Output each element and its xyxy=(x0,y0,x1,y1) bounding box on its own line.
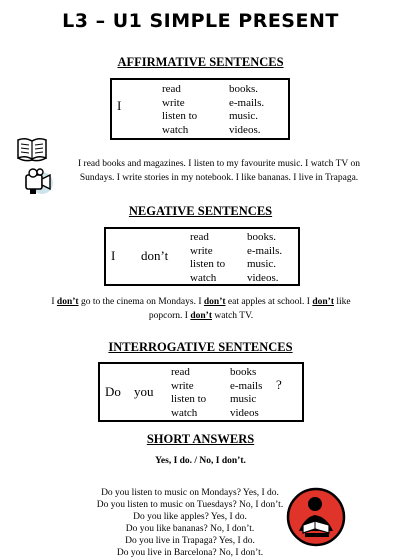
affirmative-objects xyxy=(229,83,264,137)
book-icon xyxy=(16,136,48,164)
object-item: e-mails. xyxy=(229,96,265,109)
list-item: Do you live in Barcelona? No, I don’t. xyxy=(116,548,264,558)
verb-item: write xyxy=(162,96,185,109)
object-item: e-mails. xyxy=(247,244,283,257)
dont-emphasis: don’t xyxy=(312,297,334,307)
object-item: books xyxy=(230,366,257,378)
affirmative-verbs xyxy=(162,83,197,137)
interrogative-verbs xyxy=(171,366,206,420)
affirmative-heading: AFFIRMATIVE SENTENCES xyxy=(117,55,284,69)
affirmative-subject: I xyxy=(117,98,122,113)
negative-verbs xyxy=(190,231,225,285)
page-title: L3 – U1 SIMPLE PRESENT xyxy=(62,10,339,32)
object-item: videos. xyxy=(247,271,279,284)
object-item: e-mails xyxy=(230,379,263,392)
text-run: I xyxy=(51,297,57,307)
negative-examples xyxy=(36,295,366,323)
list-item: Do you listen to music on Mondays? Yes, I do. xyxy=(101,488,279,498)
dont-emphasis: don’t xyxy=(56,297,79,307)
negative-aux: don’t xyxy=(141,248,169,263)
object-item: music. xyxy=(229,110,259,122)
object-item: music. xyxy=(247,258,277,270)
negative-objects xyxy=(247,231,282,285)
text-run: watch TV. xyxy=(212,311,254,321)
interrogative-objects xyxy=(230,366,262,420)
affirmative-examples: I read books and magazines. I listen to my favourite music. I watch TV on Sundays. I write stories in my notebook. I like bananas. I live in Trapaga. xyxy=(78,159,360,183)
negative-table xyxy=(104,227,300,286)
interrogative-aux: Do xyxy=(105,384,121,399)
list-item: Do you like bananas? No, I don’t. xyxy=(125,524,255,534)
video-camera-icon xyxy=(22,165,54,197)
list-item: Do you live in Trapaga? Yes, I do. xyxy=(125,536,255,546)
verb-item: watch xyxy=(190,271,217,284)
verb-item: write xyxy=(190,244,213,257)
object-item: videos xyxy=(230,406,259,419)
verb-item: listen to xyxy=(162,110,198,122)
list-item: Do you listen to music on Tuesdays? No, I don’t. xyxy=(96,500,284,510)
object-item: books. xyxy=(247,231,277,243)
dont-emphasis: don’t xyxy=(190,311,212,321)
verb-item: watch xyxy=(162,123,189,136)
verb-item: write xyxy=(171,379,194,392)
verb-item: listen to xyxy=(190,258,226,270)
interrogative-table xyxy=(98,362,304,422)
question-mark: ? xyxy=(276,377,282,392)
negative-heading: NEGATIVE SENTENCES xyxy=(128,204,273,218)
object-item: music xyxy=(230,393,257,405)
text-run: go to the cinema on Mondays. I xyxy=(78,297,204,307)
interrogative-subject: you xyxy=(134,384,154,399)
interrogative-heading: INTERROGATIVE SENTENCES xyxy=(108,340,293,354)
negative-subject: I xyxy=(111,248,116,263)
verb-item: watch xyxy=(171,406,198,419)
object-item: books. xyxy=(229,83,259,95)
dont-emphasis: don’t xyxy=(203,297,226,307)
verb-item: read xyxy=(162,83,181,95)
text-run: eat apples at school. I xyxy=(225,297,313,307)
short-answers-heading: SHORT ANSWERS xyxy=(146,432,255,446)
verb-item: read xyxy=(190,231,209,243)
reading-child-icon xyxy=(285,487,347,547)
affirmative-table xyxy=(110,78,290,140)
verb-item: read xyxy=(171,366,190,378)
verb-item: listen to xyxy=(171,393,207,405)
short-answers-summary: Yes, I do. / No, I don’t. xyxy=(155,456,246,466)
text-run: like popcorn. I xyxy=(148,297,351,321)
object-item: videos. xyxy=(229,123,261,136)
list-item: Do you like apples? Yes, I do. xyxy=(133,512,247,522)
